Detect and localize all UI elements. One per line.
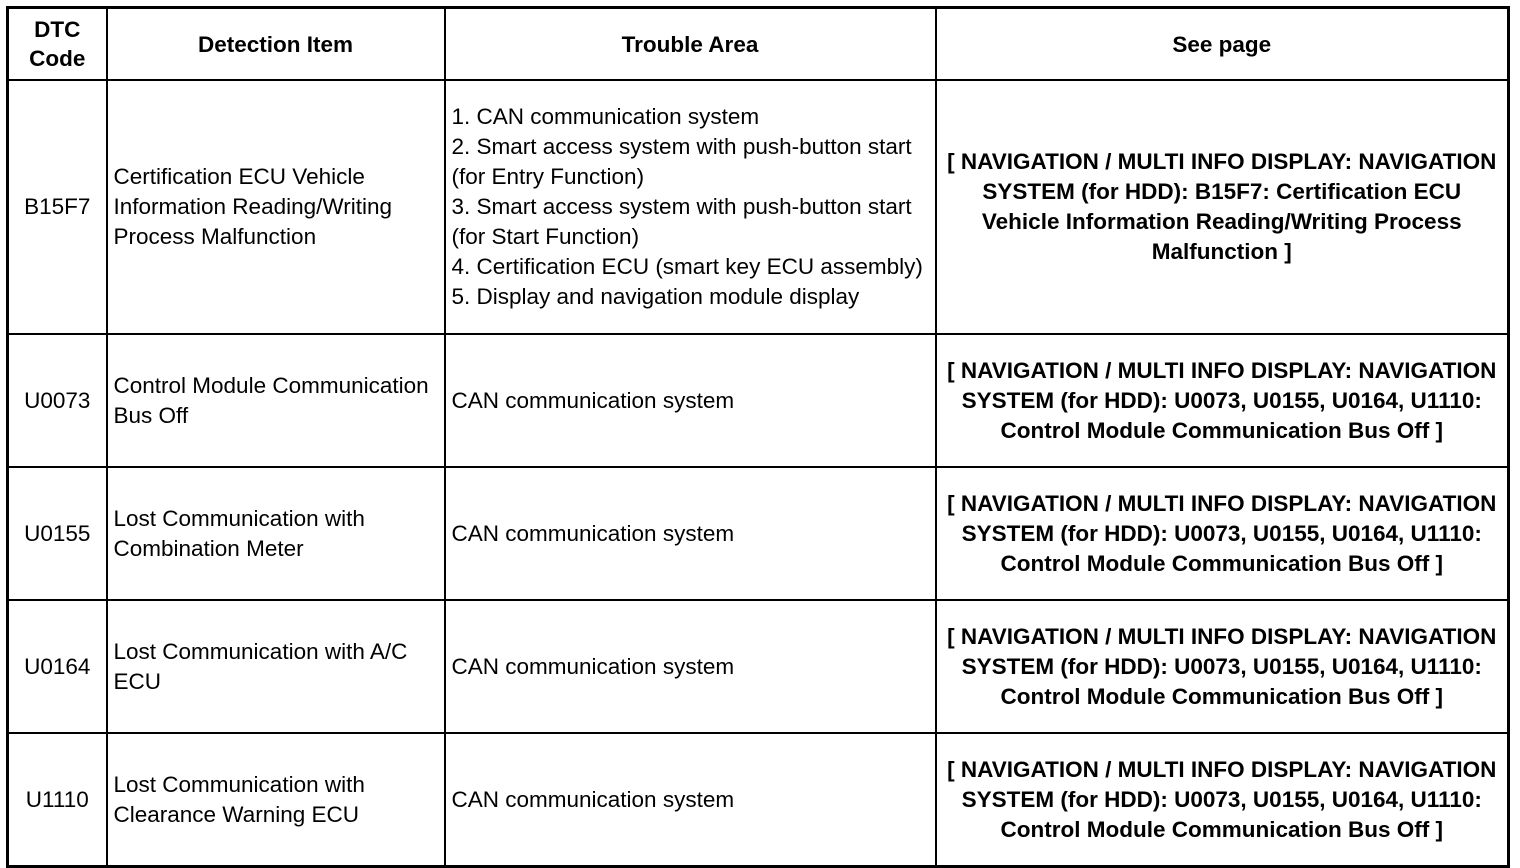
- detection-item-cell: Control Module Communication Bus Off: [107, 334, 445, 467]
- table-row: [8, 733, 1509, 867]
- detection-item-cell: Lost Communication with Clearance Warning ECU: [107, 733, 445, 867]
- trouble-area-line: 5. Display and navigation module display: [451, 284, 860, 309]
- dtc-code-cell: B15F7: [8, 80, 107, 334]
- trouble-area-cell: CAN communication system: [445, 733, 936, 867]
- trouble-area-line: 1. CAN communication system: [451, 104, 760, 129]
- header-detection-item: Detection Item: [107, 8, 445, 81]
- header-row: [8, 8, 1509, 81]
- trouble-area-cell: CAN communication system: [445, 600, 936, 733]
- see-page-link[interactable]: [ NAVIGATION / MULTI INFO DISPLAY: NAVIGATION SYSTEM (for HDD): B15F7: Certification ECU Vehicle Information Reading/Writing Process Malfunction ]: [936, 80, 1509, 334]
- see-page-link[interactable]: [ NAVIGATION / MULTI INFO DISPLAY: NAVIGATION SYSTEM (for HDD): U0073, U0155, U0164, U1110: Control Module Communication Bus Off ]: [936, 733, 1509, 867]
- detection-item-cell: Lost Communication with Combination Meter: [107, 467, 445, 600]
- dtc-code-cell: U0155: [8, 467, 107, 600]
- trouble-area-line: 4. Certification ECU (smart key ECU assembly): [451, 254, 923, 279]
- dtc-table: [6, 6, 1510, 868]
- trouble-area-line: 2. Smart access system with push-button start (for Entry Function): [451, 134, 912, 189]
- trouble-area-line: 3. Smart access system with push-button start (for Start Function): [451, 194, 912, 249]
- detection-item-cell: Certification ECU Vehicle Information Reading/Writing Process Malfunction: [107, 80, 445, 334]
- trouble-area-cell: CAN communication system: [445, 334, 936, 467]
- dtc-code-cell: U1110: [8, 733, 107, 867]
- header-trouble-area: Trouble Area: [445, 8, 936, 81]
- see-page-link[interactable]: [ NAVIGATION / MULTI INFO DISPLAY: NAVIGATION SYSTEM (for HDD): U0073, U0155, U0164, U1110: Control Module Communication Bus Off ]: [936, 467, 1509, 600]
- table-row: [8, 334, 1509, 467]
- detection-item-cell: Lost Communication with A/C ECU: [107, 600, 445, 733]
- table-row: [8, 467, 1509, 600]
- see-page-link[interactable]: [ NAVIGATION / MULTI INFO DISPLAY: NAVIGATION SYSTEM (for HDD): U0073, U0155, U0164, U1110: Control Module Communication Bus Off ]: [936, 334, 1509, 467]
- trouble-area-cell: CAN communication system: [445, 467, 936, 600]
- table-row: [8, 600, 1509, 733]
- trouble-area-cell: [445, 80, 936, 334]
- dtc-code-cell: U0164: [8, 600, 107, 733]
- see-page-link[interactable]: [ NAVIGATION / MULTI INFO DISPLAY: NAVIGATION SYSTEM (for HDD): U0073, U0155, U0164, U1110: Control Module Communication Bus Off ]: [936, 600, 1509, 733]
- header-dtc-code: DTC Code: [8, 8, 107, 81]
- header-see-page: See page: [936, 8, 1509, 81]
- table-row: [8, 80, 1509, 334]
- dtc-code-cell: U0073: [8, 334, 107, 467]
